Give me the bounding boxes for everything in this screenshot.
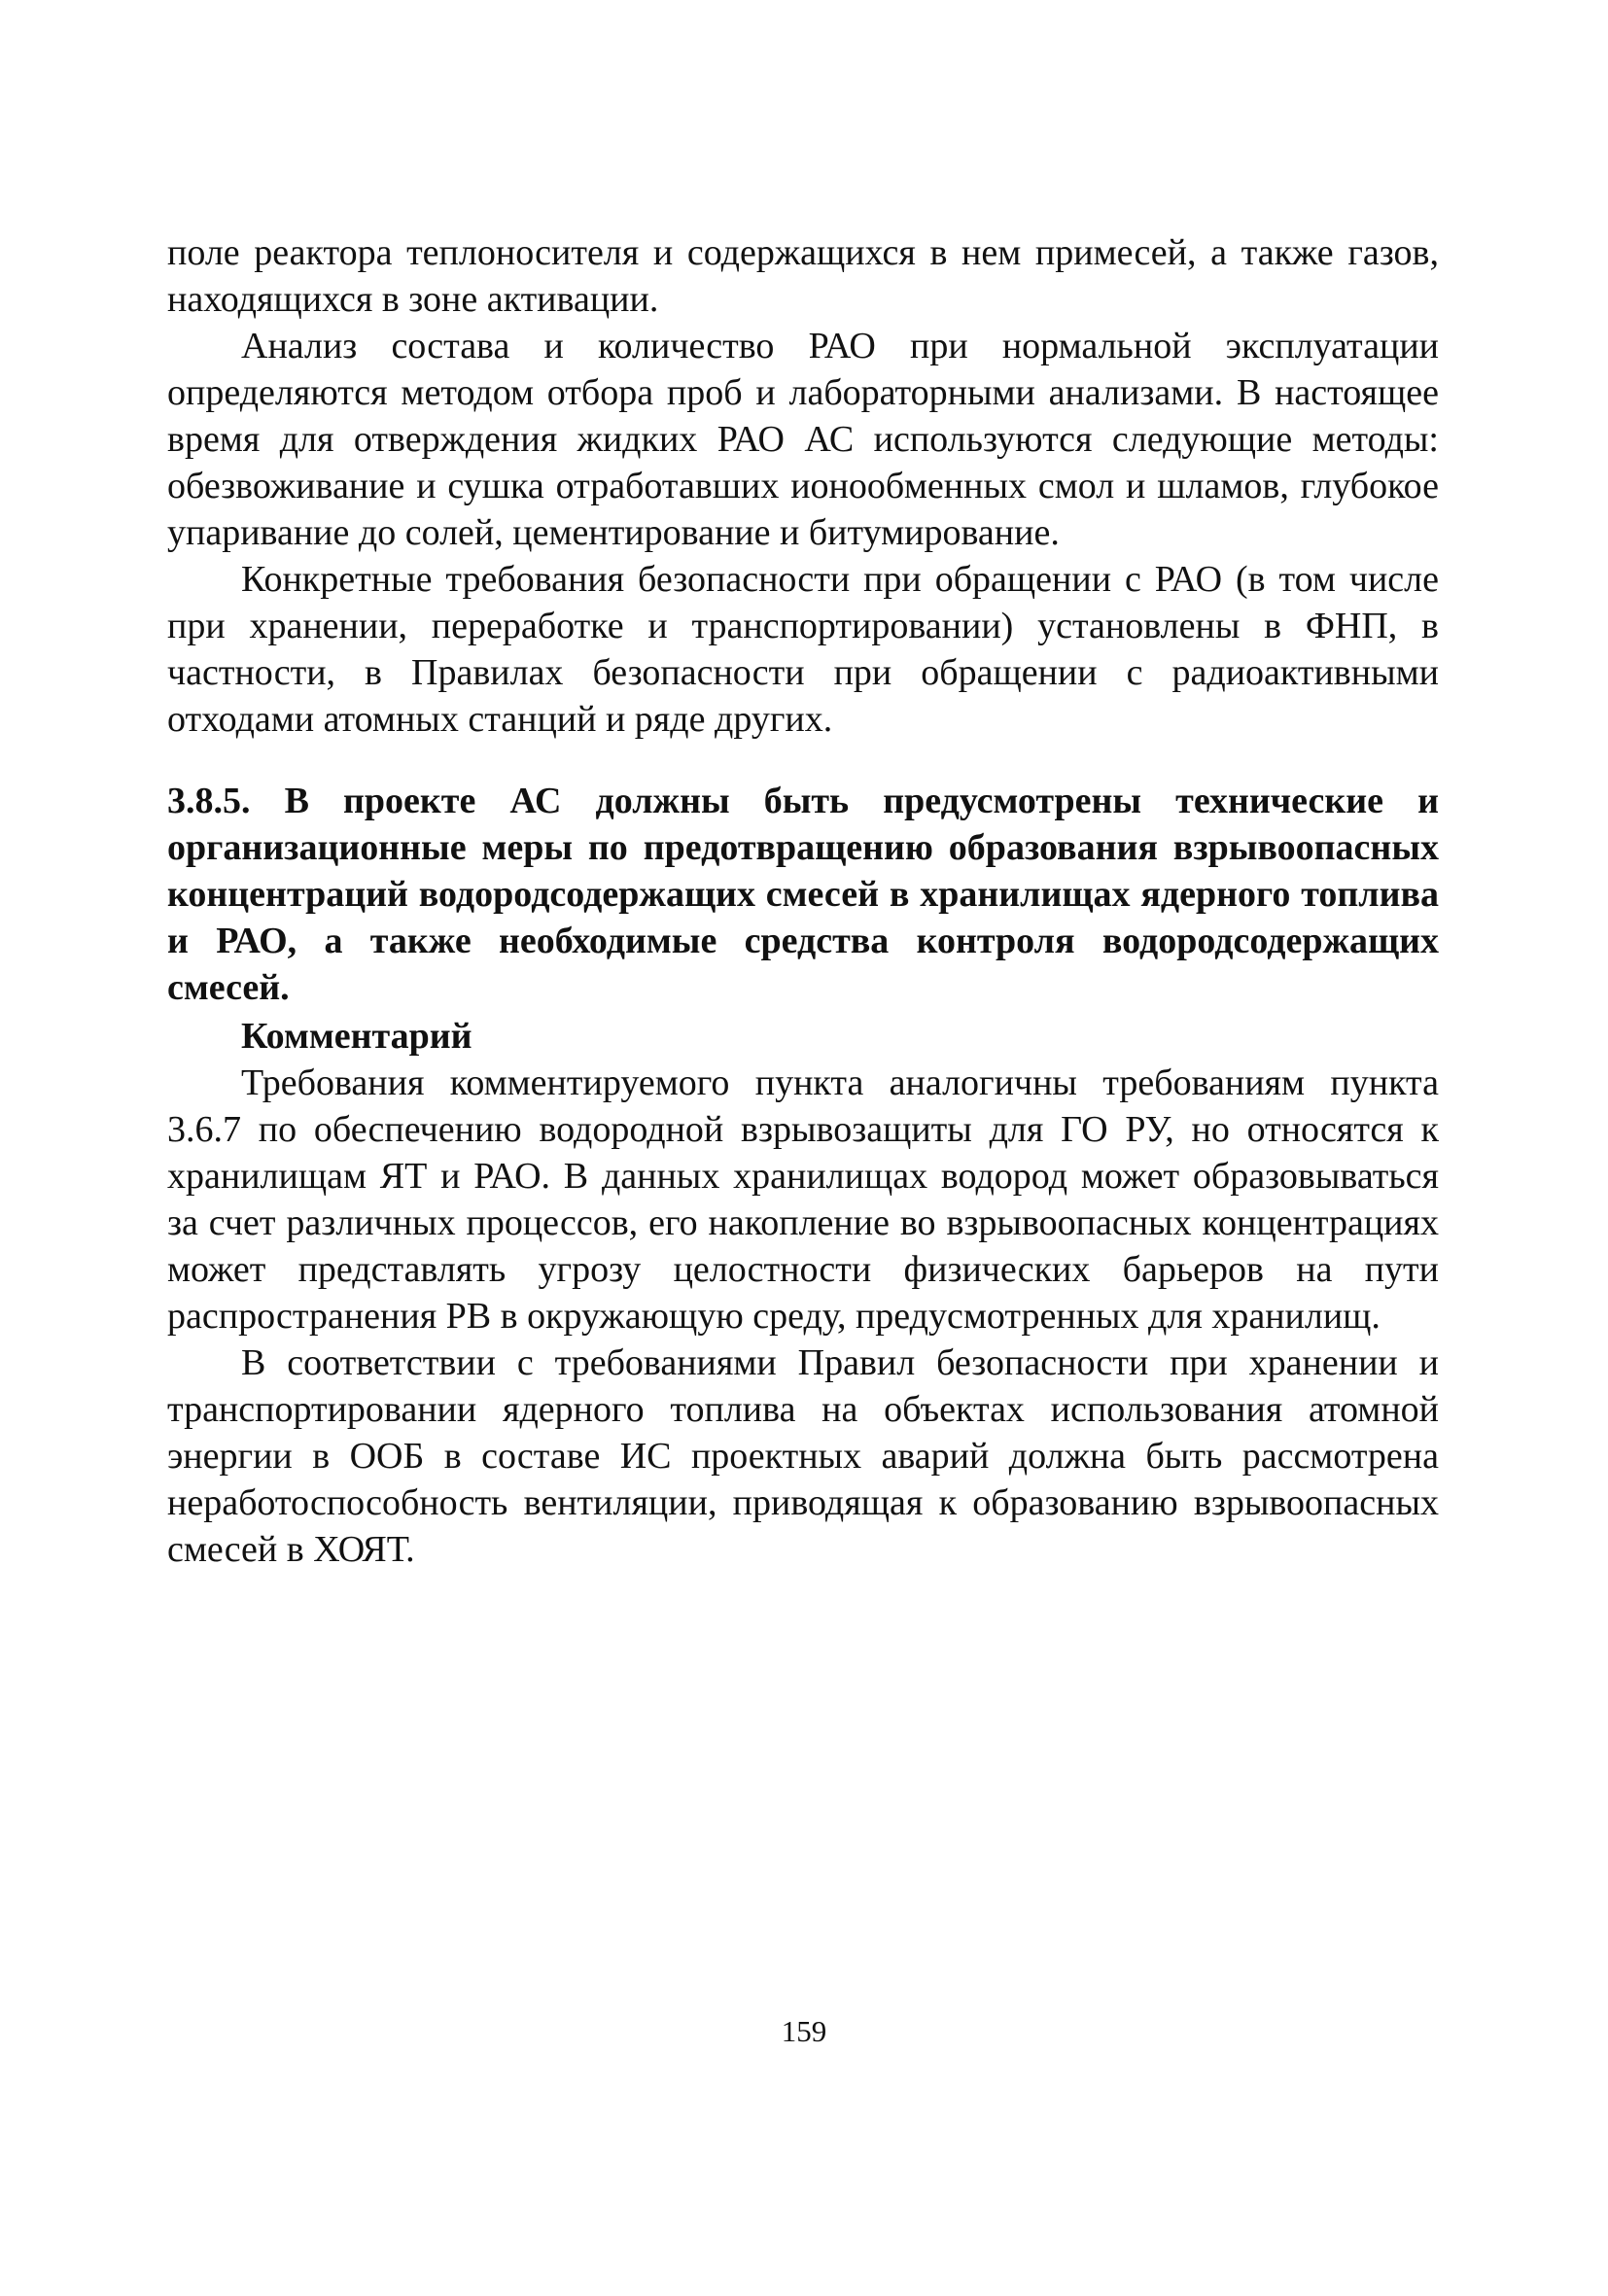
paragraph-continuation: поле реактора теплоносителя и содержащихся в нем примесей, а также газов, находящихся в зоне активации. [167,232,1439,320]
paragraph-ventilation: В соответствии с требованиями Правил безопасности при хранении и транспортировании ядерного топлива на объектах использования атомной энергии в ООБ в составе ИС проектных аварий должна быть рассмотрена неработоспособность вентиляции, приводящая к образованию взрывоопасных смесей в ХОЯТ. [167,1342,1439,1570]
clause-3-8-5: 3.8.5. В проекте АС должны быть предусмотрены технические и организационные меры по предотвращению образования взрывоопасных концентраций водородсодержащих смесей в хранилищах ядерного топлива и РАО, а также необходимые средства контроля водородсодержащих смесей. [167,781,1439,1008]
paragraph-comment-body: Требования комментируемого пункта аналогичны требованиям пункта 3.6.7 по обеспечению водородной взрывозащиты для ГО РУ, но относятся к хранилищам ЯТ и РАО. В данных хранилищах водород может образовываться за счет различных процессов, его накопление во взрывоопасных концентрациях может представлять угрозу целостности физических барьеров на пути распространения РВ в окружающую среду, предусмотренных для хранилищ. [167,1062,1439,1337]
page-content [167,229,1439,1573]
page-number: 159 [781,2014,827,2048]
paragraph-rao-analysis: Анализ состава и количество РАО при нормальной эксплуатации определяются методом отбора проб и лабораторными анализами. В настоящее время для отверждения жидких РАО АС используются следующие методы: обезвоживание и сушка отработавших ионообменных смол и шламов, глубокое упаривание до солей, цементирование и битумирование. [167,326,1439,553]
paragraph-safety-requirements: Конкретные требования безопасности при обращении с РАО (в том числе при хранении, переработке и транспортировании) установлены в ФНП, в частности, в Правилах безопасности при обращении с радиоактивными отходами атомных станций и ряде других. [167,559,1439,740]
comment-heading: Комментарий [241,1016,472,1057]
